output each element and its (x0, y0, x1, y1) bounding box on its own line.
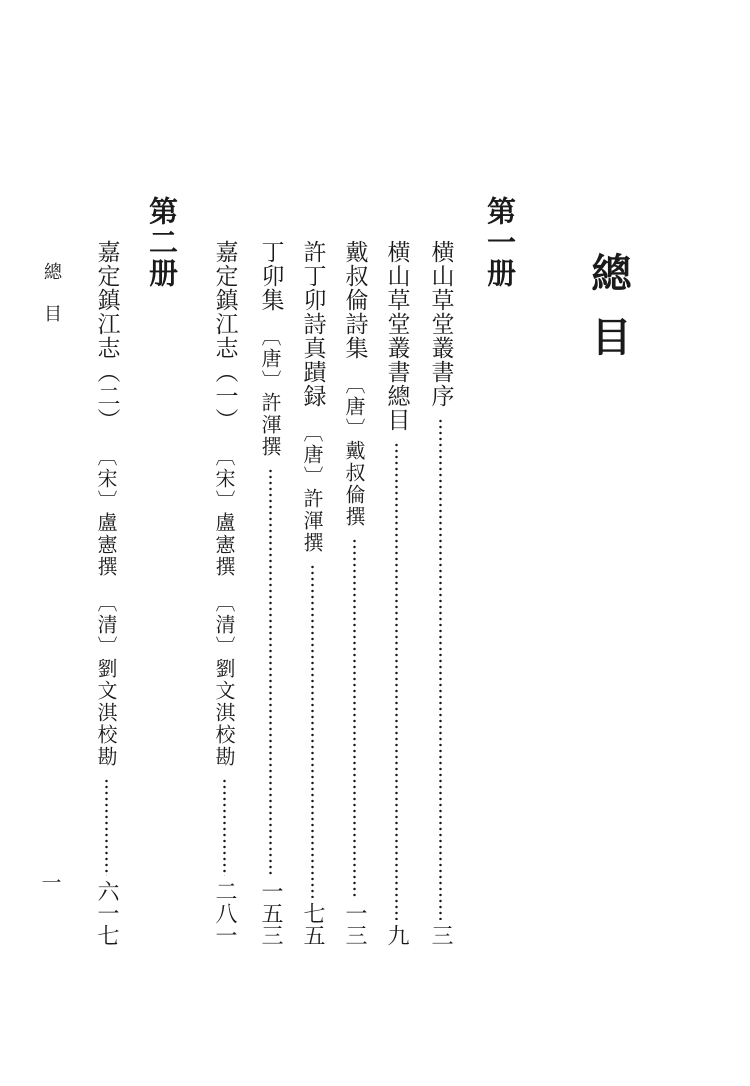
toc-entry[interactable] (92, 240, 120, 946)
dot-leader (395, 442, 398, 920)
toc-entry[interactable] (210, 240, 238, 946)
toc-entry[interactable] (382, 240, 410, 946)
dot-leader (269, 468, 272, 876)
entry-page: 七五 (300, 902, 325, 946)
entry-title: 丁卯集 (257, 240, 284, 312)
dot-leader (223, 778, 226, 876)
toc-entry[interactable] (340, 240, 368, 946)
entry-title: 横山草堂叢書序 (427, 240, 454, 408)
dot-leader (439, 418, 442, 920)
volume-heading-2: 第二册 (145, 196, 179, 289)
running-head: 總目 (41, 262, 62, 346)
volume-heading-1: 第一册 (483, 196, 517, 289)
entry-title: 戴叔倫詩集 (341, 240, 368, 360)
entry-author: 〔宋〕盧憲撰 (212, 446, 236, 578)
entry-title: 許丁卯詩真蹟録 (299, 240, 326, 408)
entry-author: 〔唐〕許渾撰 (258, 326, 282, 458)
entry-title: 横山草堂叢書總目 (383, 240, 410, 432)
entry-page: 一五三 (258, 880, 283, 946)
entry-page: 二八一 (212, 880, 237, 946)
entry-editor: 〔清〕劉文淇校勘 (212, 592, 236, 768)
entry-author: 〔唐〕戴叔倫撰 (342, 374, 366, 528)
toc-entry[interactable] (298, 240, 326, 946)
entry-page: 九 (384, 924, 409, 946)
entry-title: 嘉定鎮江志（一） (211, 240, 238, 432)
page-number: 一 (38, 872, 62, 892)
dot-leader (311, 564, 314, 898)
dot-leader (353, 538, 356, 898)
entry-page: 一三 (342, 902, 367, 946)
entry-author: 〔宋〕盧憲撰 (94, 446, 118, 578)
entry-title: 嘉定鎮江志（二） (93, 240, 120, 432)
entry-author: 〔唐〕許渾撰 (300, 422, 324, 554)
toc-entry[interactable] (256, 240, 284, 946)
entry-page: 三 (428, 924, 453, 946)
toc-entry[interactable] (426, 240, 454, 946)
dot-leader (105, 778, 108, 876)
entry-page: 六一七 (94, 880, 119, 946)
entry-editor: 〔清〕劉文淇校勘 (94, 592, 118, 768)
page-title: 總目 (585, 252, 632, 380)
